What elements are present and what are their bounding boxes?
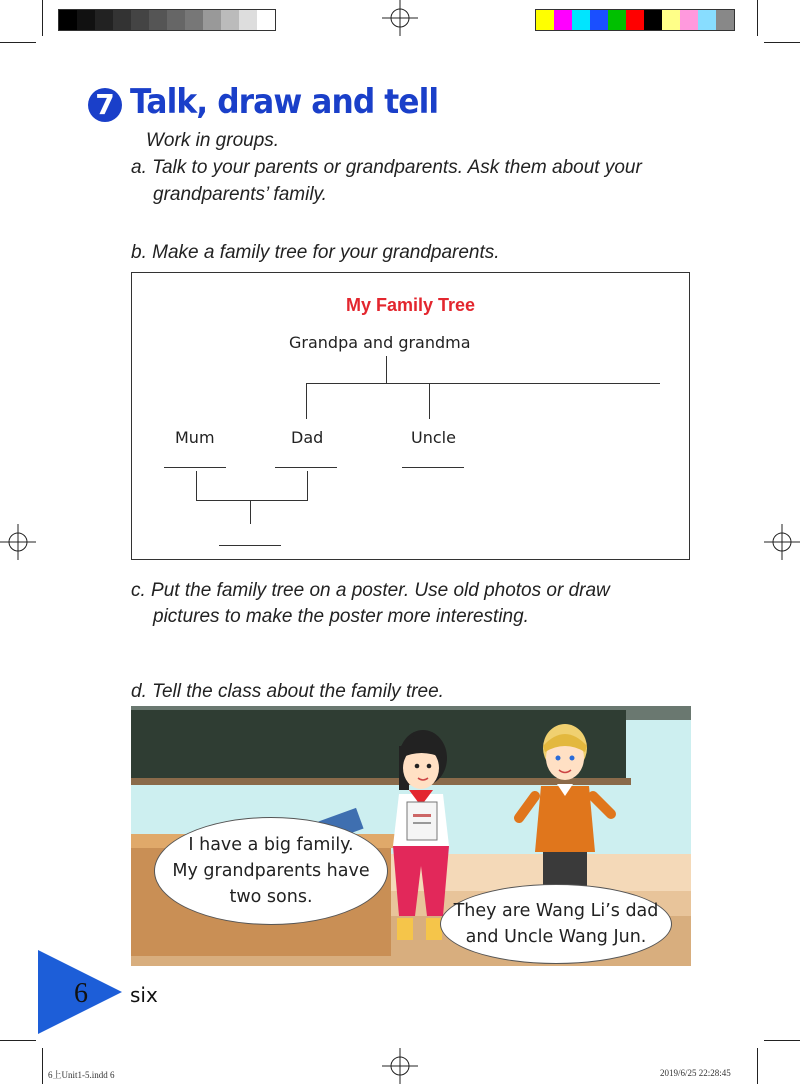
tree-line	[196, 471, 197, 500]
color-swatch	[698, 10, 716, 30]
color-swatch	[536, 10, 554, 30]
tree-member-uncle: Uncle	[411, 428, 456, 447]
crop-mark	[757, 0, 758, 36]
boy-speech-bubble	[440, 884, 672, 964]
grey-swatch	[221, 10, 239, 30]
instruction-intro: Work in groups.	[146, 130, 280, 151]
girl-speech-bubble	[154, 817, 388, 925]
grey-swatch	[257, 10, 275, 30]
blank-line-mum	[164, 467, 226, 468]
color-swatch	[554, 10, 572, 30]
boy-speech-line: They are Wang Li’s dad	[453, 901, 659, 921]
section-number-badge: 7	[88, 88, 122, 122]
boy-speech-line: and Uncle Wang Jun.	[465, 927, 647, 947]
color-swatch	[662, 10, 680, 30]
section-title: Talk, draw and tell	[130, 82, 439, 122]
instruction-c-line2: pictures to make the poster more interesting.	[153, 606, 529, 627]
tree-member-dad: Dad	[291, 428, 324, 447]
family-tree-title: My Family Tree	[345, 295, 476, 315]
blank-line-dad	[275, 467, 337, 468]
color-swatch	[716, 10, 734, 30]
grey-swatch	[113, 10, 131, 30]
crop-mark	[764, 1040, 800, 1041]
grey-swatch	[77, 10, 95, 30]
grey-calibration-bar	[58, 9, 276, 31]
crop-mark	[0, 42, 36, 43]
instruction-a-line2: grandparents’ family.	[153, 184, 327, 205]
print-timestamp: 2019/6/25 22:28:45	[660, 1068, 731, 1078]
grey-swatch	[59, 10, 77, 30]
instruction-d: d. Tell the class about the family tree.	[131, 681, 444, 702]
registration-mark-icon	[382, 0, 418, 36]
crop-mark	[42, 1048, 43, 1084]
blank-line-child	[219, 545, 281, 546]
tree-root-label: Grandpa and grandma	[289, 333, 471, 352]
print-file-name: 6上Unit1-5.indd 6	[48, 1070, 115, 1080]
tree-line	[306, 383, 307, 419]
color-calibration-bar	[535, 9, 735, 31]
registration-mark-icon	[0, 524, 36, 560]
tree-line	[386, 356, 387, 383]
page-number: 6	[74, 978, 88, 1009]
tree-line	[306, 383, 660, 384]
instruction-c-line1: c. Put the family tree on a poster. Use old photos or draw	[131, 580, 610, 601]
girl-speech-line: I have a big family.	[188, 835, 354, 855]
tree-member-mum: Mum	[175, 428, 215, 447]
color-swatch	[626, 10, 644, 30]
grey-swatch	[95, 10, 113, 30]
grey-swatch	[185, 10, 203, 30]
grey-swatch	[203, 10, 221, 30]
crop-mark	[0, 1040, 36, 1041]
instruction-b: b. Make a family tree for your grandparents.	[131, 242, 500, 263]
grey-swatch	[131, 10, 149, 30]
color-swatch	[680, 10, 698, 30]
blank-line-uncle	[402, 467, 464, 468]
crop-mark	[757, 1048, 758, 1084]
tree-line	[429, 383, 430, 419]
instruction-a-line1: a. Talk to your parents or grandparents. Ask them about your	[131, 157, 642, 178]
girl-speech-line: My grandparents have	[172, 861, 370, 881]
grey-swatch	[149, 10, 167, 30]
grey-swatch	[239, 10, 257, 30]
page-number-word: six	[130, 983, 158, 1007]
tree-line	[250, 500, 251, 524]
registration-mark-icon	[382, 1048, 418, 1084]
crop-mark	[764, 42, 800, 43]
color-swatch	[644, 10, 662, 30]
grey-swatch	[167, 10, 185, 30]
registration-mark-icon	[764, 524, 800, 560]
girl-speech-line: two sons.	[229, 887, 313, 907]
tree-line	[307, 471, 308, 500]
tree-line	[196, 500, 308, 501]
color-swatch	[608, 10, 626, 30]
crop-mark	[42, 0, 43, 36]
color-swatch	[590, 10, 608, 30]
color-swatch	[572, 10, 590, 30]
